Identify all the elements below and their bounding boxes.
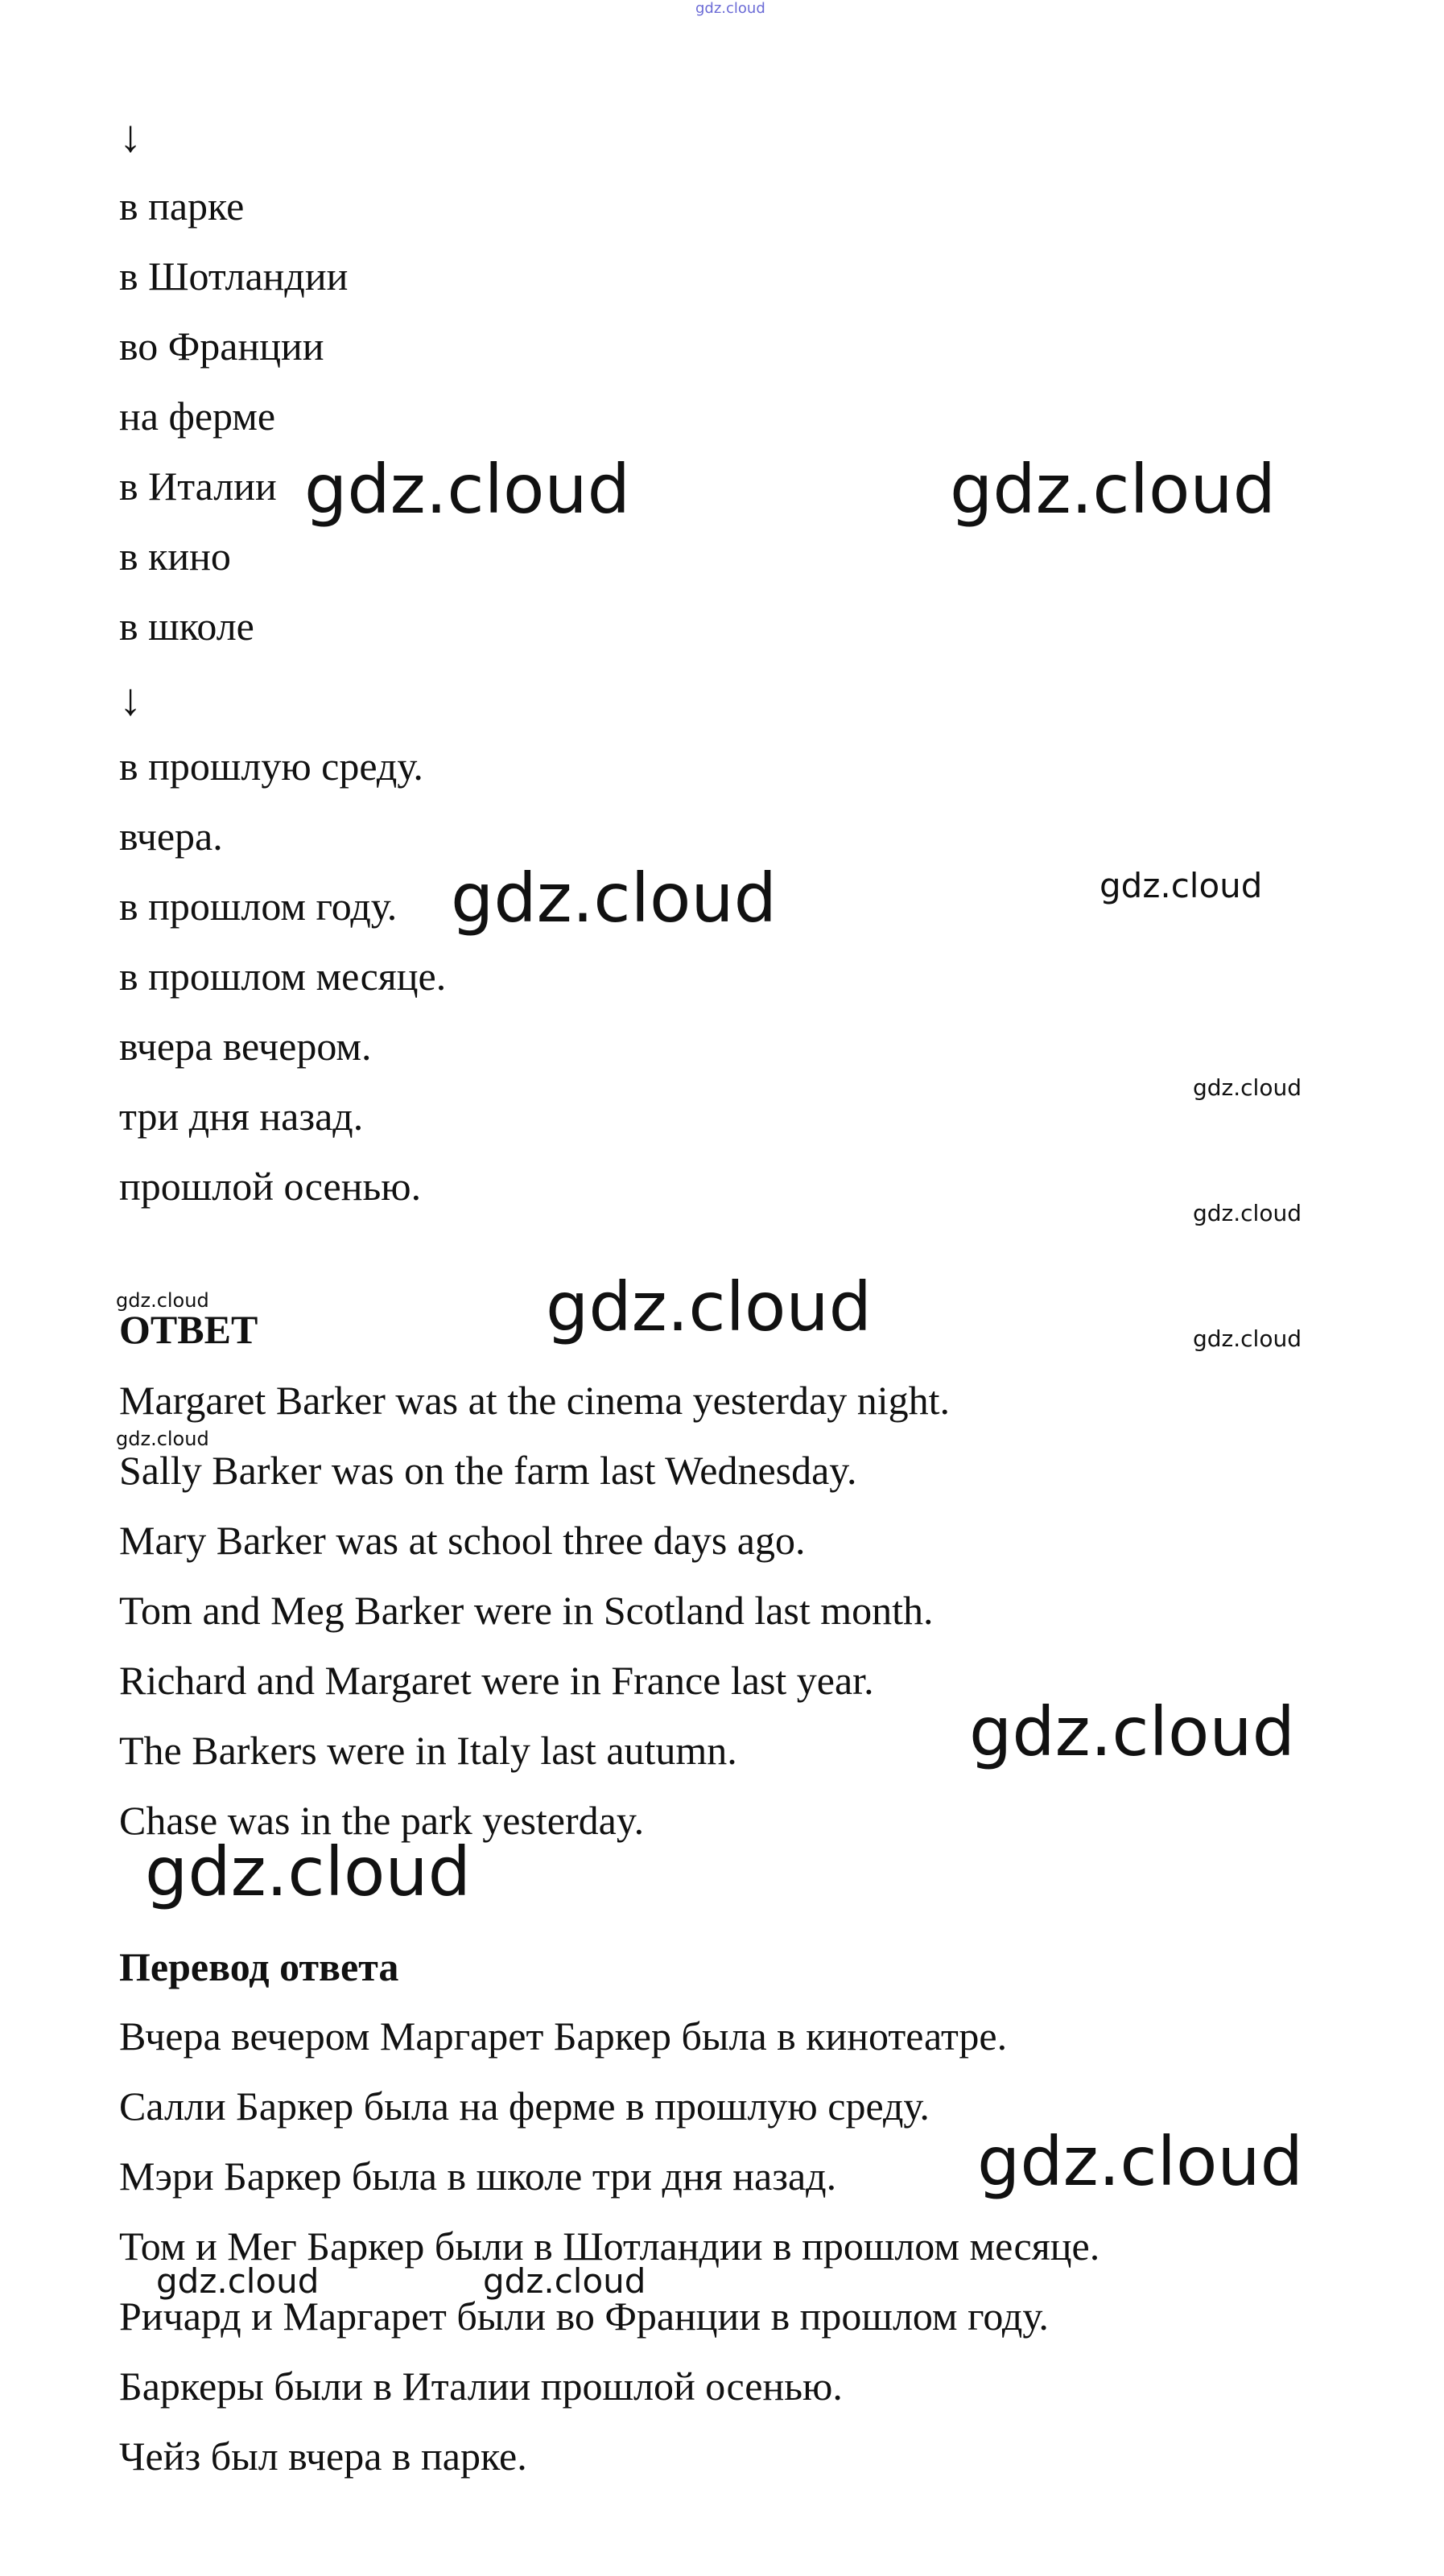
translation-line: Мэри Баркер была в школе три дня назад. <box>119 2154 837 2199</box>
watermark: gdz.cloud <box>977 2122 1303 2201</box>
translation-line: Ричард и Маргарет были во Франции в прошлом году. <box>119 2294 1049 2339</box>
answer-line: Mary Barker was at school three days ago. <box>119 1518 806 1563</box>
watermark: gdz.cloud <box>116 1289 209 1312</box>
place-item: в парке <box>119 183 245 229</box>
watermark: gdz.cloud <box>950 450 1276 529</box>
place-item: на ферме <box>119 394 276 439</box>
watermark: gdz.cloud <box>1193 1325 1302 1352</box>
time-item: вчера вечером. <box>119 1024 372 1069</box>
watermark: gdz.cloud <box>156 2261 320 2301</box>
answer-line: Tom and Meg Barker were in Scotland last month. <box>119 1588 934 1633</box>
time-item: прошлой осенью. <box>119 1164 422 1209</box>
answer-line: Sally Barker was on the farm last Wednesday. <box>119 1448 857 1493</box>
place-item: в Шотландии <box>119 253 349 299</box>
answer-line: Chase was in the park yesterday. <box>119 1798 645 1843</box>
translation-heading: Перевод ответа <box>119 1944 399 1989</box>
translation-line: Вчера вечером Маргарет Баркер была в кинотеатре. <box>119 2013 1008 2059</box>
time-item: вчера. <box>119 814 223 859</box>
watermark: gdz.cloud <box>546 1267 872 1346</box>
watermark: gdz.cloud <box>1193 1074 1302 1101</box>
place-item: в кино <box>119 534 231 579</box>
answer-line: Margaret Barker was at the cinema yesterday night. <box>119 1378 951 1423</box>
answer-line: Richard and Margaret were in France last year. <box>119 1658 874 1703</box>
watermark: gdz.cloud <box>969 1692 1295 1771</box>
translation-line: Чейз был вчера в парке. <box>119 2434 527 2479</box>
watermark: gdz.cloud <box>483 2261 646 2301</box>
watermark: gdz.cloud <box>116 1428 209 1450</box>
watermark: gdz.cloud <box>1100 866 1263 905</box>
down-arrow-icon: ↓ <box>119 112 142 162</box>
watermark: gdz.cloud <box>451 859 777 938</box>
place-item: во Франции <box>119 324 324 369</box>
answer-line: The Barkers were in Italy last autumn. <box>119 1728 737 1773</box>
time-item: в прошлом году. <box>119 884 398 929</box>
watermark: gdz.cloud <box>304 450 630 529</box>
place-item: в школе <box>119 604 254 649</box>
translation-line: Салли Баркер была на ферме в прошлую среду. <box>119 2083 930 2129</box>
time-item: в прошлую среду. <box>119 744 423 789</box>
answer-heading: ОТВЕТ <box>119 1307 258 1352</box>
translation-line: Баркеры были в Италии прошлой осенью. <box>119 2364 843 2409</box>
time-item: в прошлом месяце. <box>119 954 447 999</box>
translation-line: Том и Мег Баркер были в Шотландии в прошлом месяце. <box>119 2224 1100 2269</box>
time-item: три дня назад. <box>119 1094 364 1139</box>
down-arrow-icon: ↓ <box>119 675 142 725</box>
place-item: в Италии <box>119 464 277 509</box>
top-watermark: gdz.cloud <box>695 0 765 17</box>
watermark: gdz.cloud <box>1193 1200 1302 1226</box>
watermark: gdz.cloud <box>145 1832 471 1911</box>
